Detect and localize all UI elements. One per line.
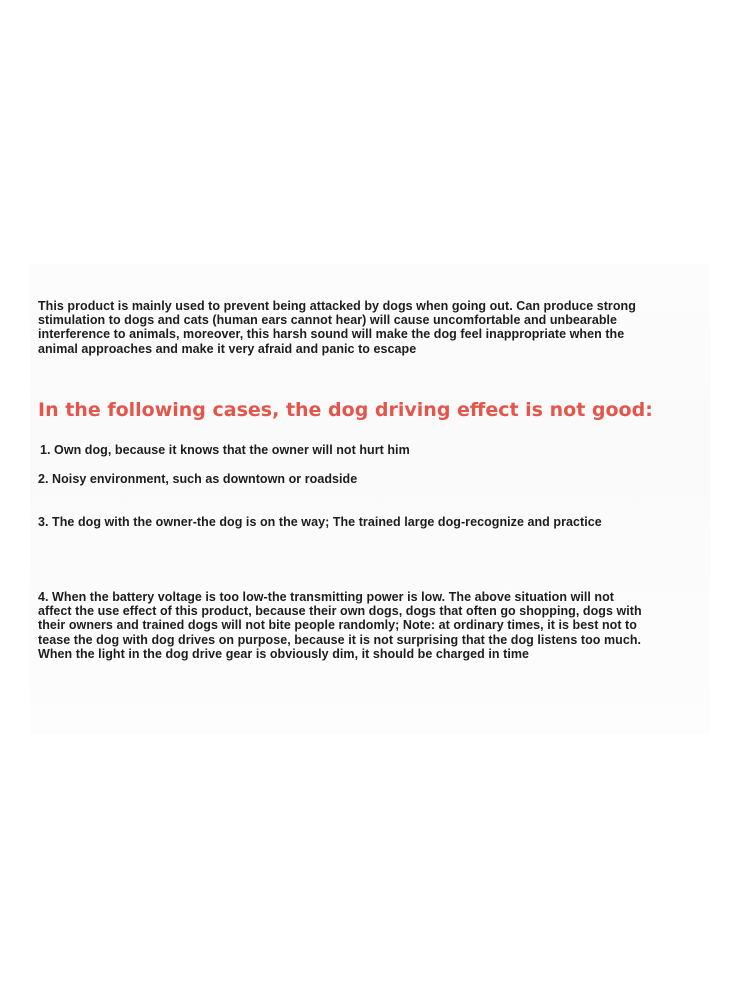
cases-heading: In the following cases, the dog driving effect is not good: (38, 399, 653, 421)
intro-paragraph: This product is mainly used to prevent being attacked by dogs when going out. Can produce strong stimulation to dogs and cats (human ears cannot hear) will cause uncomfortable and unbearable interference to animals, moreover, this harsh sound will make the dog feel inappropriate when the animal approaches and make it very afraid and panic to escape (38, 299, 636, 356)
case-item-3: 3. The dog with the owner-the dog is on the way; The trained large dog-recognize and practice (38, 515, 602, 529)
case-item-2: 2. Noisy environment, such as downtown or roadside (38, 472, 358, 486)
case-item-4: 4. When the battery voltage is too low-the transmitting power is low. The above situation will not affect the use effect of this product, because their own dogs, dogs that often go shopping, dogs with their owners and trained dogs will not bite people randomly; Note: at ordinary times, it is best not to tease the dog with dog drives on purpose, because it is not surprising that the dog listens too much. When the light in the dog drive gear is obviously dim, it should be charged in time (38, 590, 642, 661)
case-item-1: 1. Own dog, because it knows that the owner will not hurt him (40, 443, 410, 457)
